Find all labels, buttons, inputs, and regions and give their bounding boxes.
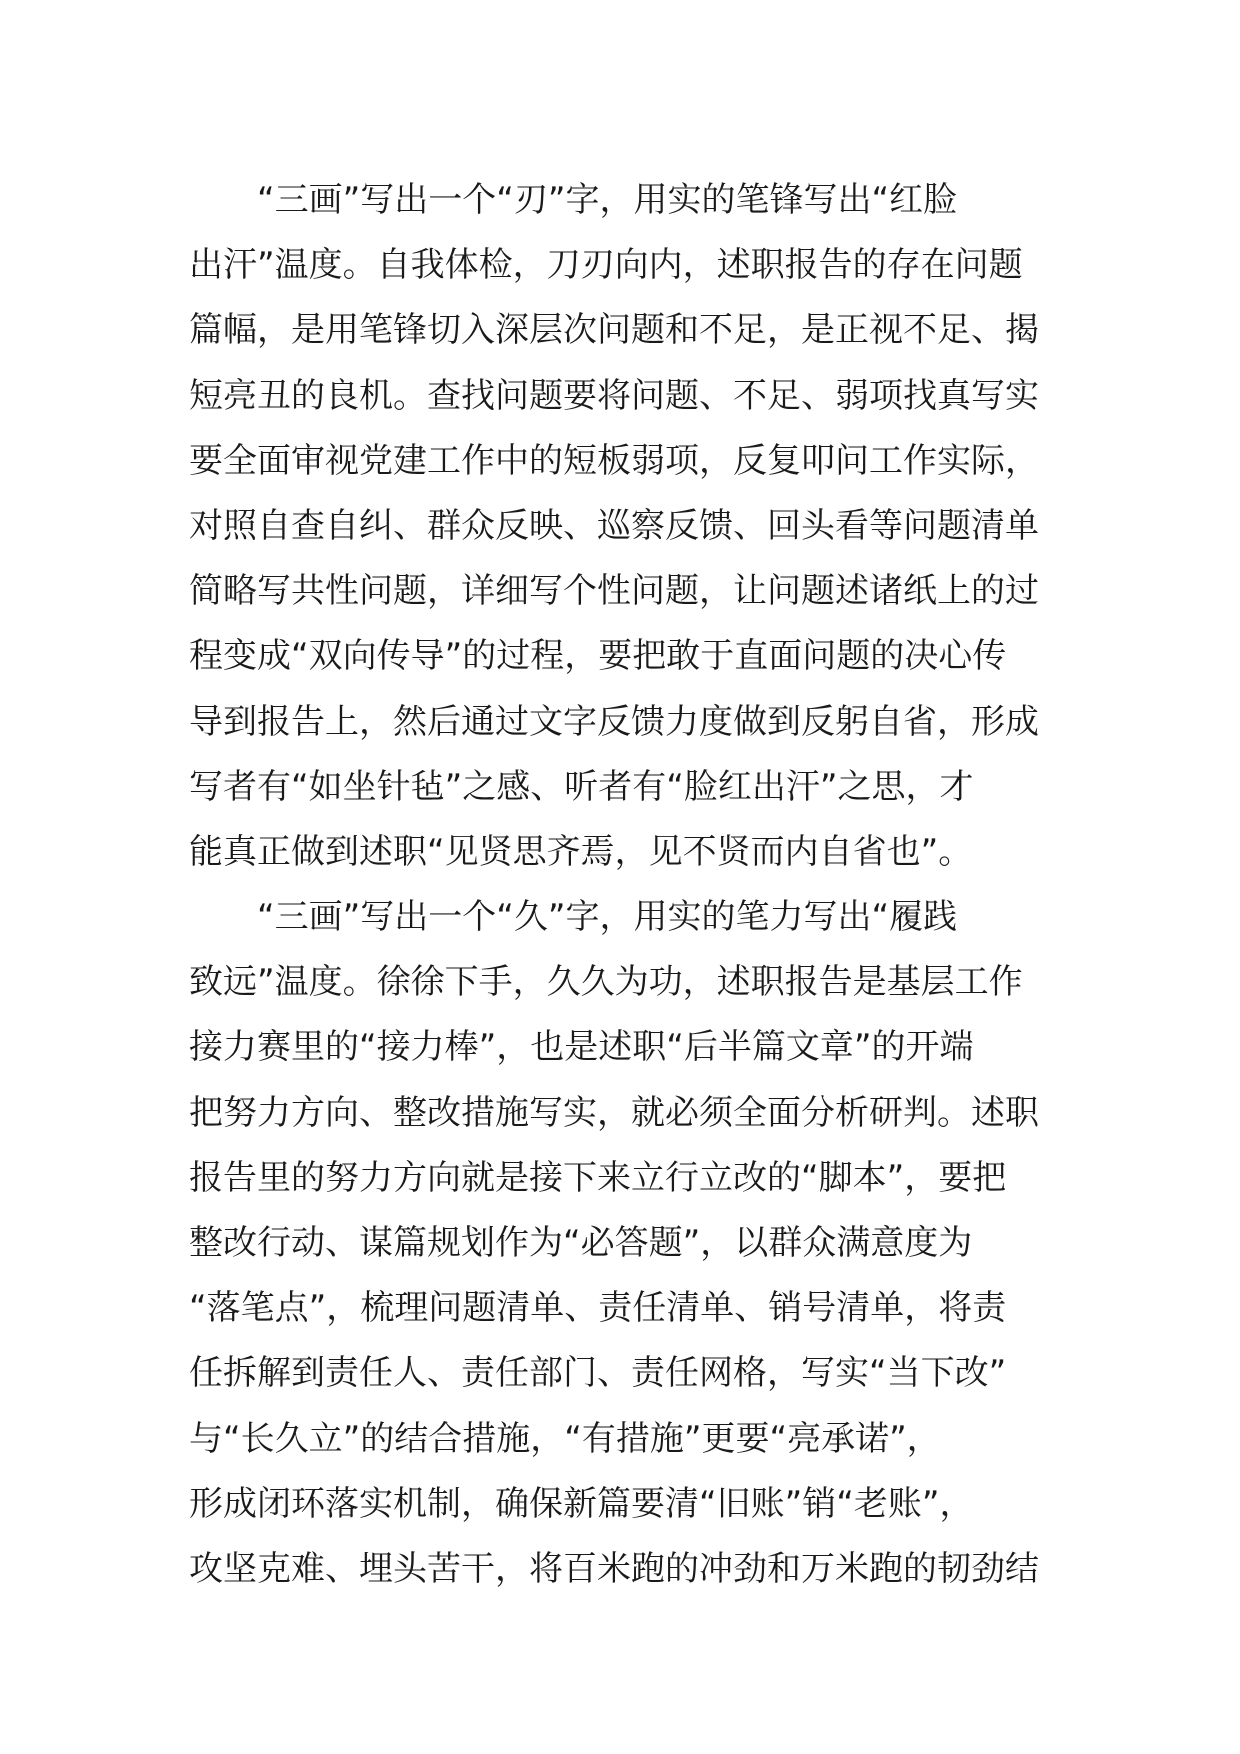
- text-line: 要全面审视党建工作中的短板弱项，反复叩问工作实际，: [189, 440, 1039, 481]
- text-line: 出汗”温度。自我体检，刀刃向内，述职报告的存在问题: [189, 245, 1023, 286]
- text-line: 任拆解到责任人、责任部门、责任网格，写实“当下改”: [189, 1353, 1007, 1394]
- text-line: 程变成“双向传导”的过程，要把敢于直面问题的决心传: [189, 636, 1007, 677]
- text-line: 短亮丑的良机。查找问题要将问题、不足、弱项找真写实: [189, 375, 1039, 416]
- text-line: “三画”写出一个“久”字，用实的笔力写出“履践: [257, 897, 958, 938]
- text-line: 与“长久立”的结合措施，“有措施”更要“亮承诺”，: [189, 1418, 941, 1459]
- paragraph-2: [189, 885, 1057, 1602]
- text-line: 攻坚克难、埋头苦干，将百米跑的冲劲和万米跑的韧劲结: [189, 1548, 1039, 1589]
- text-line: 简略写共性问题，详细写个性问题，让问题述诸纸上的过: [189, 571, 1039, 612]
- text-line: “落笔点”，梳理问题清单、责任清单、销号清单，将责: [189, 1288, 1007, 1329]
- text-line: 写者有“如坐针毡”之感、听者有“脸红出汗”之思，才: [189, 766, 974, 807]
- text-line: 报告里的努力方向就是接下来立行立改的“脚本”，要把: [189, 1157, 1007, 1198]
- text-line: 形成闭环落实机制，确保新篇要清“旧账”销“老账”，: [189, 1483, 974, 1524]
- text-line: 致远”温度。徐徐下手，久久为功，述职报告是基层工作: [189, 962, 1023, 1003]
- body-text: [189, 168, 1057, 1602]
- text-line: 接力赛里的“接力棒”，也是述职“后半篇文章”的开端: [189, 1027, 974, 1068]
- text-line: 把努力方向、整改措施写实，就必须全面分析研判。述职: [189, 1092, 1039, 1133]
- paragraph-1: [189, 168, 1057, 885]
- text-line: 导到报告上，然后通过文字反馈力度做到反躬自省，形成: [189, 701, 1039, 742]
- text-line: “三画”写出一个“刃”字，用实的笔锋写出“红脸: [257, 180, 958, 220]
- text-line: 篇幅，是用笔锋切入深层次问题和不足，是正视不足、揭: [189, 310, 1039, 351]
- text-line: 整改行动、谋篇规划作为“必答题”，以群众满意度为: [189, 1223, 973, 1263]
- text-line: 对照自查自纠、群众反映、巡察反馈、回头看等问题清单: [189, 505, 1039, 546]
- text-line: 能真正做到述职“见贤思齐焉，见不贤而内自省也”。: [189, 831, 973, 872]
